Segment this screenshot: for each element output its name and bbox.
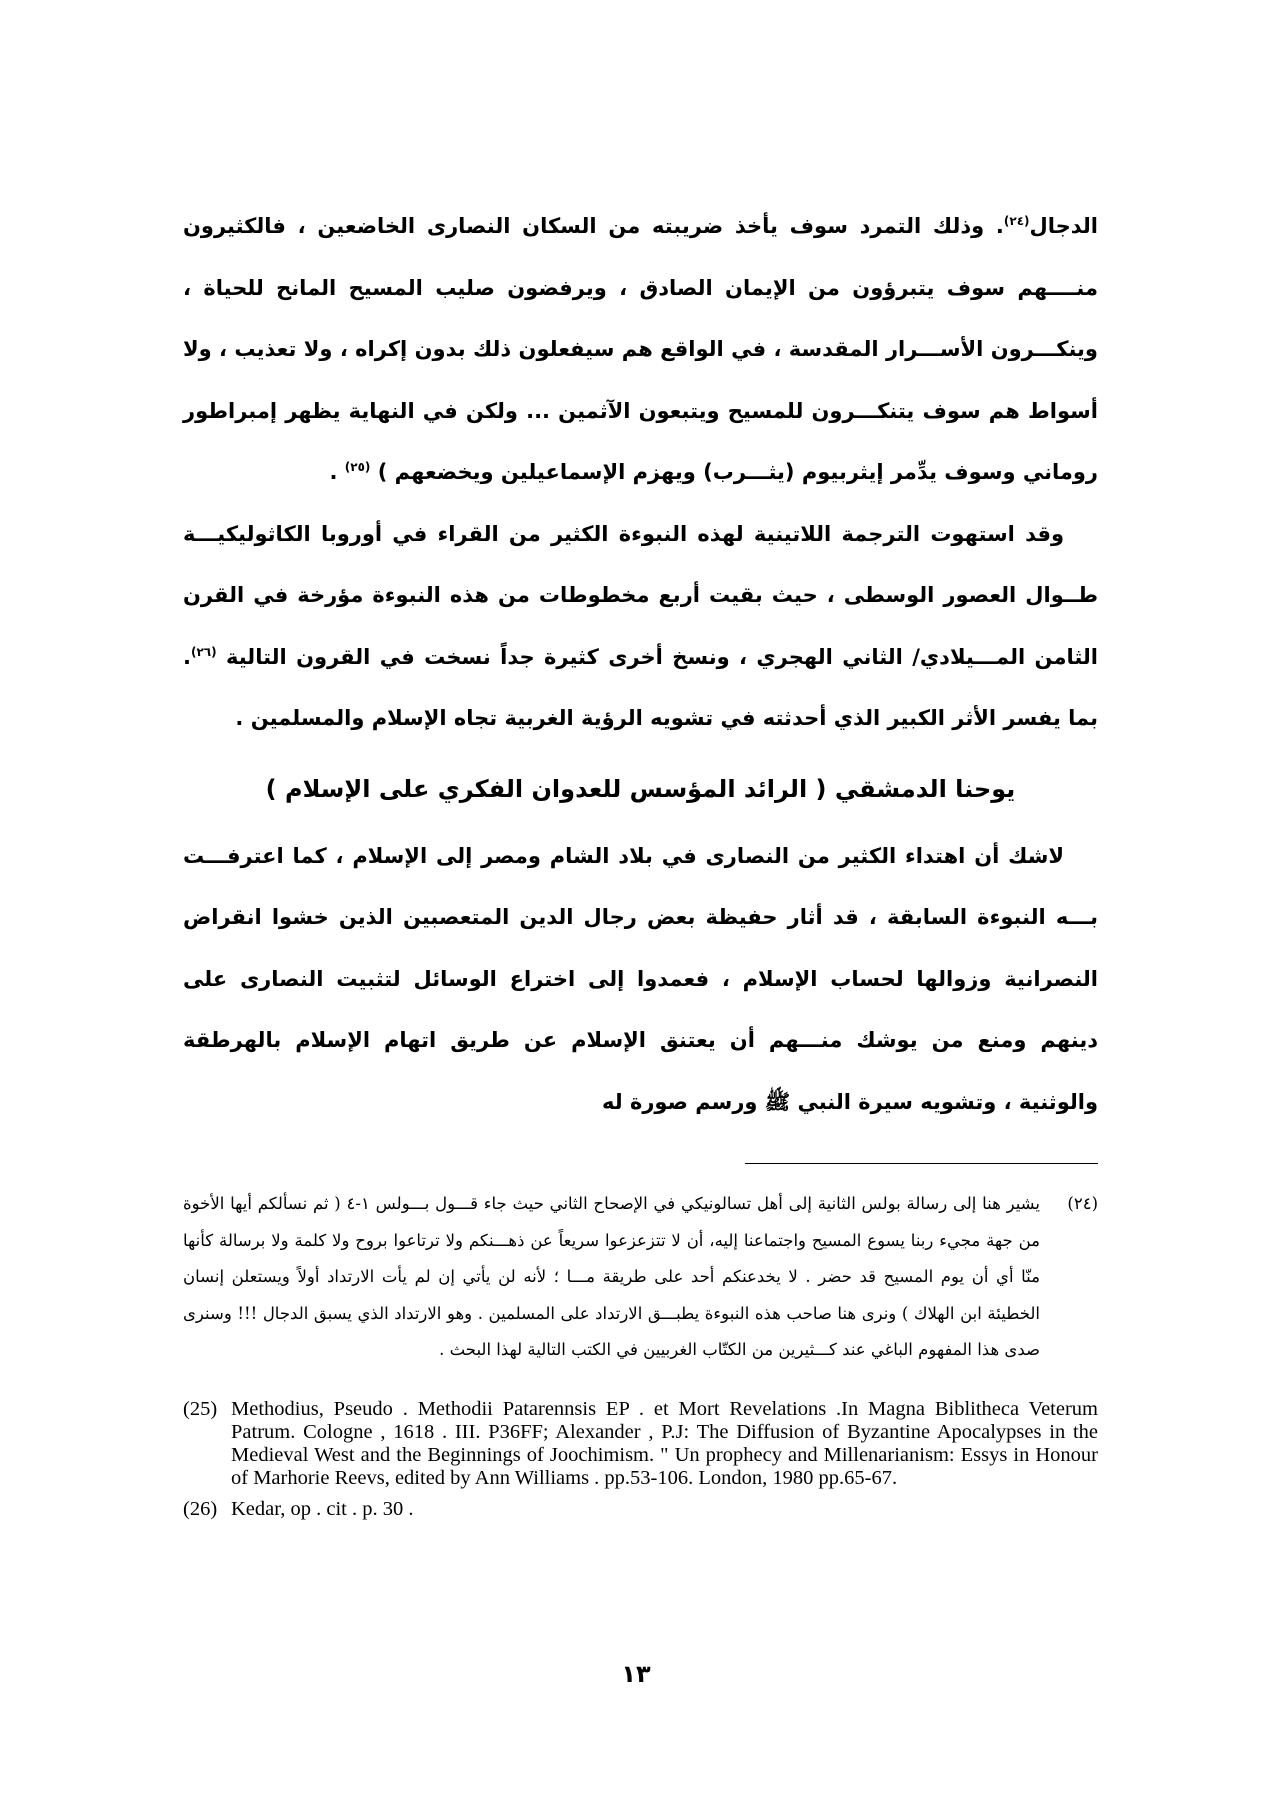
footnote-25 (183, 1398, 1098, 1490)
body-text (183, 196, 1098, 1133)
footnote-separator (745, 1163, 1098, 1164)
section-heading: يوحنا الدمشقي ( الرائد المؤسس للعدوان الفكري على الإسلام ) (265, 774, 1016, 803)
paragraph-text: الدجال (1029, 214, 1098, 238)
paragraph-text: . بما يفسر الأثر الكبير الذي أحدثته في تشويه الرؤية الغربية تجاه الإسلام والمسلمين . (183, 644, 1098, 730)
footnote-reference: (٢٥) (344, 460, 371, 474)
footnote-text: Methodius, Pseudo . Methodii Patarennsis EP . et Mort Revelations .In Magna Biblitheca Veterum Patrum. Cologne , 1618 . III. P36FF; Alexander , P.J: The Diffusion of Byzantine Apocalypses in the Medieval West and the Beginnings of Joochimism. " Un prophecy and Millenarianism: Essys in Honour of Marhorie Reevs, edited by Ann Williams . pp.53-106. London, 1980 pp.65-67. (231, 1398, 1098, 1489)
footnote-text: يشير هنا إلى رسالة بولس الثانية إلى أهل تسالونيكي في الإصحاح الثاني حيث جاء قـــول بـــولس ١-٤ ( ثم نسألكم أيها الأخوة من جهة مجيء ربنا يسوع المسيح واجتماعنا إليه، أن لا تتزعزعوا سريعاً عن ذهـــنكم ولا ترتاعوا بروح ولا كلمة ولا برسالة كأنها منّا أي أن يوم المسيح قد حضر . لا يخدعنكم أحد على طريقة مـــا ؛ لأنه لن يأتي إن لم يأت الارتداد أولاً ويستعلن إنسان الخطيئة ابن الهلاك ) ونرى هنا صاحب هذه النبوءة يطبـــق الارتداد على المسلمين . وهو الارتداد الذي يسبق الدجال !!! وسنرى صدى هذا المفهوم الباغي عند كـــثيرين من الكتّاب الغربيين في الكتب التالية لهذا البحث . (183, 1194, 1040, 1359)
paragraph-text: وقد استهوت الترجمة اللاتينية لهذه النبوءة الكثير من القراء في أوروبا الكاثوليكيـــة طــوال العصور الوسطى ، حيث بقيت أربع مخطوطات من هذه النبوءة مؤرخة في القرن الثامن المـــيلادي/ الثاني الهجري ، ونسخ أخرى كثيرة جداً نسخت في القرون التالية (183, 521, 1098, 669)
footnote-26 (183, 1498, 1098, 1521)
paragraph-text: . وذلك التمرد سوف يأخذ ضريبته من السكان النصارى الخاضعين ، فالكثيرون منــــهم سوف يتبرؤون من الإيمان الصادق ، ويرفضون صليب المسيح المانح للحياة ، وينكـــرون الأســـرار المقدسة ، في الواقع هم سيفعلون ذلك بدون إكراه ، ولا تعذيب ، ولا أسواط هم سوف يتنكـــرون للمسيح ويتبعون الآثمين ... ولكن في النهاية يظهر إمبراطور روماني وسوف يدِّمر إيثربيوم (يثـــرب) ويهزم الإسماعيلين ويخضعهم ) (183, 214, 1098, 484)
footnotes-arabic (183, 1186, 1098, 1369)
footnote-number: (٢٤) (1067, 1194, 1098, 1213)
paragraph-2 (183, 504, 1098, 750)
footnotes-english (183, 1398, 1098, 1529)
footnote-24 (183, 1186, 1098, 1369)
paragraph-1 (183, 196, 1098, 504)
footnote-text: Kedar, op . cit . p. 30 . (231, 1498, 414, 1520)
page-number: ١٣ (621, 1660, 651, 1688)
paragraph-text: . (329, 460, 345, 484)
footnote-number: (25) (183, 1398, 218, 1420)
footnote-reference: (٢٦) (190, 644, 217, 659)
paragraph-3: لاشك أن اهتداء الكثير من النصارى في بلاد الشام ومصر إلى الإسلام ، كما اعترفـــت بـــه النبوءة السابقة ، قد أثار حفيظة بعض رجال الدين المتعصبين الذين خشوا انقراض النصرانية وزوالها لحساب الإسلام ، فعمدوا إلى اختراع الوسائل لتثبيت النصارى على دينهم ومنع من يوشك منـــهم أن يعتنق الإسلام عن طريق اتهام الإسلام بالهرطقة والوثنية ، وتشويه سيرة النبي ﷺ ورسم صورة له (183, 843, 1098, 1114)
footnote-number: (26) (183, 1498, 218, 1520)
footnote-reference: (٢٤) (1003, 214, 1030, 228)
